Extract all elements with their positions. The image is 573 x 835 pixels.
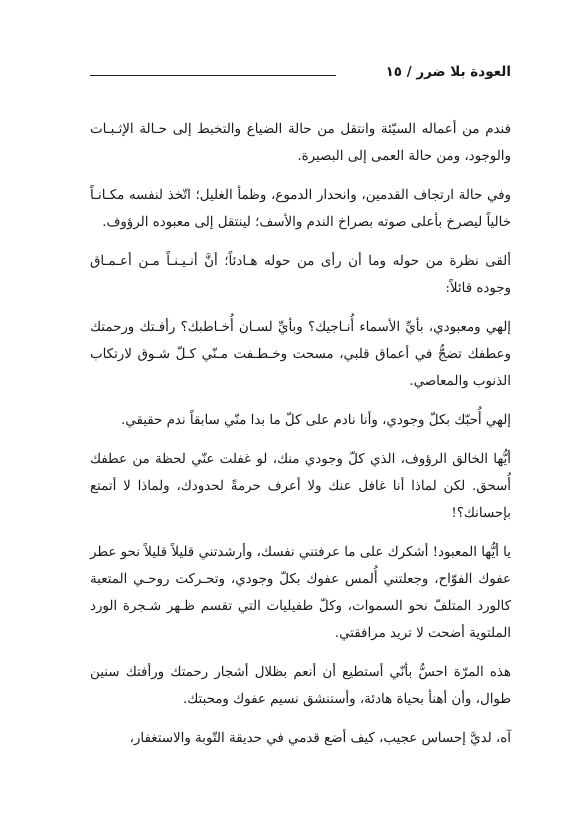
paragraph-9: آه، لديَّ إحساس عجيب، كيف أضع قدمي في حديقة التّوبة والاستغفار، xyxy=(129,731,511,746)
page-body xyxy=(90,116,511,752)
paragraph-4: إلهي ومعبودي، بأيِّ الأسماء أُنـاجيك؟ وبأيِّ لسـان أُخـاطبك؟ رأفـتك ورحمتك وعطفك تضجُّ في أعماق قلبي، مسحت وخـطـفت مـنّي كـلّ شـوق لارتكاب الذنوب والمعاصي. xyxy=(90,320,511,389)
paragraph-5: إلهي أُحبّك بكلّ وجودي، وأنا نادم على كلّ ما بدا منّي سابقاً ندم حقيقي. xyxy=(121,413,511,428)
paragraph-3: ألقى نظرة من حوله وما أن رأى من حوله هـادئاً؛ أنَّ أنـيـنـاً مـن أعـمـاق وجوده قائلاً: xyxy=(90,254,511,296)
header-title: العودة بلا ضرر / ١٥ xyxy=(385,64,511,80)
running-header xyxy=(90,62,511,88)
paragraph-2: وفي حالة ارتجاف القدمين، وانحدار الدموع، وظمأ الغليل؛ اتّخذ لنفسه مكـانـاً خالياً ليصرخ بأعلى صوته بصراخ الندم والأسف؛ لينتقل إلى معبوده الرؤوف. xyxy=(90,188,511,230)
paragraph-6: أيُّها الخالق الرؤوف، الذي كلّ وجودي منك، لو غفلت عنّي لحظة من عطفك أُسحق. لكن لماذا أنا غافل عنك ولا أعرف حرمةً لحدودك، ولماذا لا أتمتع بإحسانك؟! xyxy=(90,452,511,521)
paragraph-1: فندم من أعماله السيّئة وانتقل من حالة الضياع والتخبط إلى حـالة الإثـبـات والوجود، ومن حالة العمى إلى البصيرة. xyxy=(90,122,511,164)
paragraph-8: هذه المرّة احسُّ بأنّي أستطيع أن أنعم بظلال أشجار رحمتك ورأفتك سنين طوال، وأن أهنأ بحياة هادئة، وأستنشق نسيم عفوك ومحبتك. xyxy=(90,665,511,707)
header-rule xyxy=(90,75,336,76)
paragraph-7: يا أيُّها المعبود! أشكرك على ما عرفتني نفسك، وأرشدتني قليلاً قليلاً نحو عطر عفوك الفوّاح، وجعلتني أُلمس عفوك بكلّ وجودي، وتحـركت روحـي المتعبة كالورد المتلفّ نحو السموات، وكلّ طفيليات التي تقسم ظـهر شـجرة الورد الملتوية أضحت لا تريد مرافقتي. xyxy=(90,545,511,641)
